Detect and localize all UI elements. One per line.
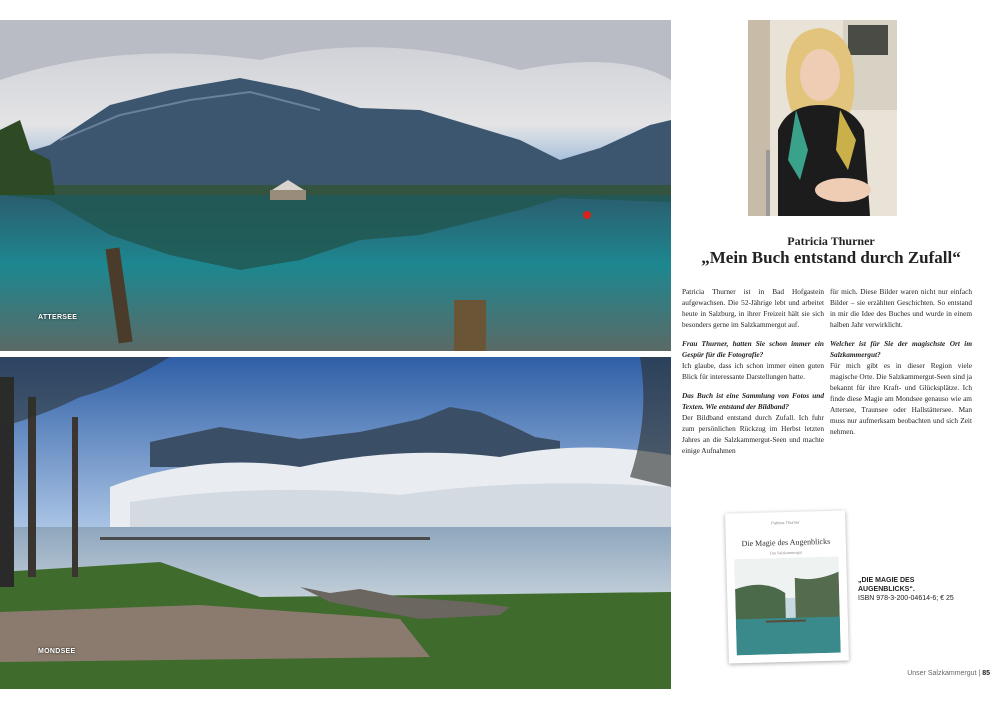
book-info — [858, 576, 958, 603]
mondsee-photo — [0, 357, 671, 689]
book-info-title: „DIE MAGIE DES AUGENBLICKS“. — [858, 577, 915, 593]
interview-answer-2: Der Bildband entstand durch Zufall. Ich fuhr zum persönlichen Rückzug im Herbst letzten Jahres an die Salzkammergut-Seen und machte einige Aufnahmen — [682, 413, 824, 455]
page-number: 85 — [982, 670, 990, 677]
book-info-isbn: ISBN 978-3-200-04614-6; € 25 — [858, 595, 954, 602]
interview-answer-3: Für mich gibt es in dieser Region viele magische Orte. Die Salzkammergut-Seen sind ja bekannt für ihre Kraft- und Glücksplätze. Ich finde diese Magie am Mondsee genauso wie am Attersee, Traunsee oder Hallstättersee. Man muss nur aufmerksam beobachten und sich Zeit nehmen. — [830, 361, 972, 436]
article-column-1 — [682, 286, 824, 464]
book-cover-subtitle: Das Salzkammergut — [769, 549, 803, 556]
interview-question-2: Das Buch ist eine Sammlung von Fotos und Texten. Wie entstand der Bildband? Der Bildband entstand durch Zufall. Ich fuhr zum persönlichen Rückzug im Herbst letzten Jahres an die Salzkammergut-Seen und machte einige Aufnahmen — [682, 391, 824, 455]
book-cover — [725, 510, 849, 663]
interview-answer-1: Ich glaube, dass ich schon immer einen guten Blick für interessante Darstellungen hatte. — [682, 361, 824, 381]
mondsee-caption: MONDSEE — [38, 648, 76, 655]
magazine-name: Unser Salzkammergut — [907, 670, 977, 677]
page-footer: Unser Salzkammergut | 85 — [907, 670, 990, 677]
book-cover-image — [734, 557, 840, 656]
article-column-2 — [830, 286, 972, 445]
book-cover-title: Die Magie des Augenblicks — [741, 536, 831, 549]
intro-paragraph: Patricia Thurner ist in Bad Hofgastein aufgewachsen. Die 52-Jährige lebt und arbeitet heute in Salzburg, in ihrer Freizeit hält sie sich besonders gerne im Salzkammergut auf. — [682, 287, 824, 329]
interview-question-1: Frau Thurner, hatten Sie schon immer ein Gespür für die Fotografie? Ich glaube, dass ich schon immer einen guten Blick für interessante Darstellungen hatte. — [682, 339, 824, 381]
author-portrait — [748, 20, 897, 216]
article-headline: „Mein Buch entstand durch Zufall“ — [701, 248, 961, 267]
attersee-caption: ATTERSEE — [38, 314, 78, 321]
book-cover-author: Patricia Thurner — [771, 519, 800, 526]
answer-continuation: für mich. Diese Bilder waren nicht nur einfach Bilder – sie erzählten Geschichten. So entstand in mir die Idee des Buches und wurde in einem halben Jahr verwirklicht. — [830, 287, 972, 329]
attersee-photo — [0, 20, 671, 351]
interview-question-3: Welcher ist für Sie der magischste Ort im Salzkammergut? Für mich gibt es in dieser Region viele magische Orte. Die Salzkammergut-Seen sind ja bekannt für ihre Kraft- und Glücksplätze. Ich finde diese Magie am Mondsee genauso wie am Attersee, Traunsee oder Hallstättersee. Man muss nur aufmerksam beobachten und sich Zeit nehmen. — [830, 339, 972, 436]
author-name: Patricia Thurner — [787, 234, 875, 248]
